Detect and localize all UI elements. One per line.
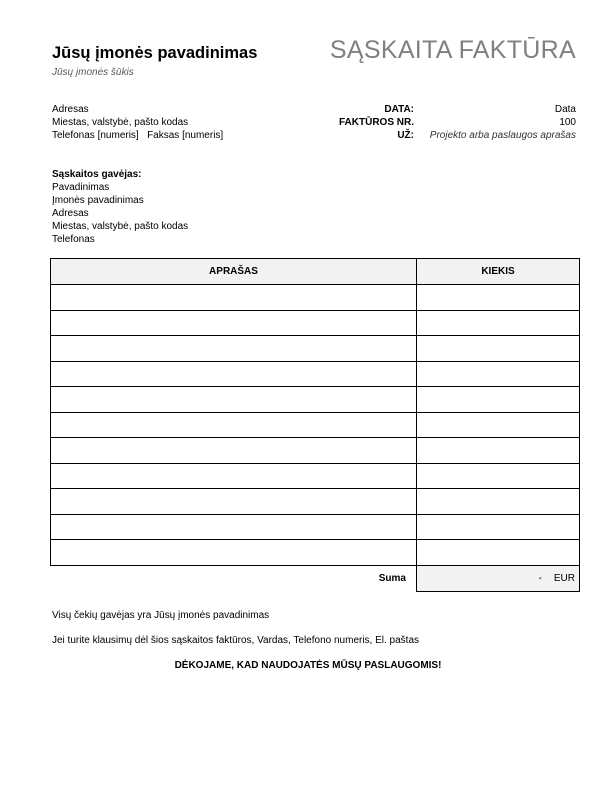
table-row — [51, 412, 580, 438]
company-name: Jūsų įmonės pavadinimas — [52, 44, 258, 62]
table-row — [51, 514, 580, 540]
column-header-quantity: KIEKIS — [417, 259, 580, 285]
description-cell[interactable] — [51, 489, 417, 515]
column-header-description: APRAŠAS — [51, 259, 417, 285]
quantity-cell[interactable] — [417, 412, 580, 438]
recipient-address: Adresas — [52, 208, 89, 219]
description-cell[interactable] — [51, 438, 417, 464]
recipient-block — [52, 168, 188, 246]
date-value: Data — [554, 104, 576, 115]
table-row — [51, 336, 580, 362]
table-row — [51, 285, 580, 311]
contact-note: Jei turite klausimų dėl šios sąskaitos faktūros, Vardas, Telefono numeris, El. paštas — [52, 635, 420, 646]
table-row — [51, 463, 580, 489]
quantity-cell[interactable] — [417, 438, 580, 464]
description-cell[interactable] — [51, 463, 417, 489]
description-cell[interactable] — [51, 412, 417, 438]
for-label: UŽ: — [397, 130, 414, 141]
total-label: Suma — [378, 572, 406, 584]
description-cell[interactable] — [51, 514, 417, 540]
quantity-cell[interactable] — [417, 310, 580, 336]
table-row — [51, 489, 580, 515]
quantity-cell[interactable] — [417, 463, 580, 489]
recipient-company: Įmonės pavadinimas — [52, 195, 144, 206]
recipient-city: Miestas, valstybė, pašto kodas — [52, 221, 189, 232]
date-label: DATA: — [384, 104, 414, 115]
quantity-cell[interactable] — [417, 489, 580, 515]
company-slogan: Jūsų įmonės šūkis — [52, 67, 134, 78]
quantity-cell[interactable] — [417, 336, 580, 362]
for-value: Projekto arba paslaugos aprašas — [429, 130, 576, 141]
thank-you-message: DĖKOJAME, KAD NAUDOJATĖS MŪSŲ PASLAUGOMIS! — [174, 660, 442, 671]
table-row — [51, 540, 580, 566]
total-currency: EUR — [553, 572, 575, 584]
invoice-number-value: 100 — [559, 117, 576, 128]
description-cell[interactable] — [51, 387, 417, 413]
table-row — [51, 361, 580, 387]
description-cell[interactable] — [51, 285, 417, 311]
quantity-cell[interactable] — [417, 361, 580, 387]
table-row — [51, 438, 580, 464]
recipient-name: Pavadinimas — [52, 182, 110, 193]
table-row — [51, 310, 580, 336]
sender-block — [52, 103, 223, 142]
payable-note: Visų čekių gavėjas yra Jūsų įmonės pavadinimas — [52, 610, 270, 621]
invoice-number-label: FAKTŪROS NR. — [339, 117, 414, 128]
sender-phone: Telefonas [numeris] — [52, 130, 139, 141]
quantity-cell[interactable] — [417, 387, 580, 413]
quantity-cell[interactable] — [417, 285, 580, 311]
table-row — [51, 387, 580, 413]
total-row — [51, 565, 580, 591]
description-cell[interactable] — [51, 336, 417, 362]
quantity-cell[interactable] — [417, 540, 580, 566]
recipient-heading: Sąskaitos gavėjas: — [52, 169, 142, 180]
table-header-row — [51, 259, 580, 285]
document-title: SĄSKAITA FAKTŪRA — [329, 36, 576, 64]
description-cell[interactable] — [51, 361, 417, 387]
table-body — [51, 285, 580, 566]
sender-address: Adresas — [52, 104, 89, 115]
invoice-meta-labels — [330, 103, 414, 142]
total-dash: - — [538, 572, 542, 584]
items-table — [50, 258, 580, 592]
total-value — [417, 565, 580, 591]
quantity-cell[interactable] — [417, 514, 580, 540]
recipient-phone: Telefonas — [52, 234, 95, 245]
description-cell[interactable] — [51, 540, 417, 566]
sender-city: Miestas, valstybė, pašto kodas — [52, 117, 189, 128]
sender-fax: Faksas [numeris] — [147, 130, 224, 141]
sender-phone-fax — [52, 129, 223, 142]
description-cell[interactable] — [51, 310, 417, 336]
invoice-meta-values — [420, 103, 576, 142]
